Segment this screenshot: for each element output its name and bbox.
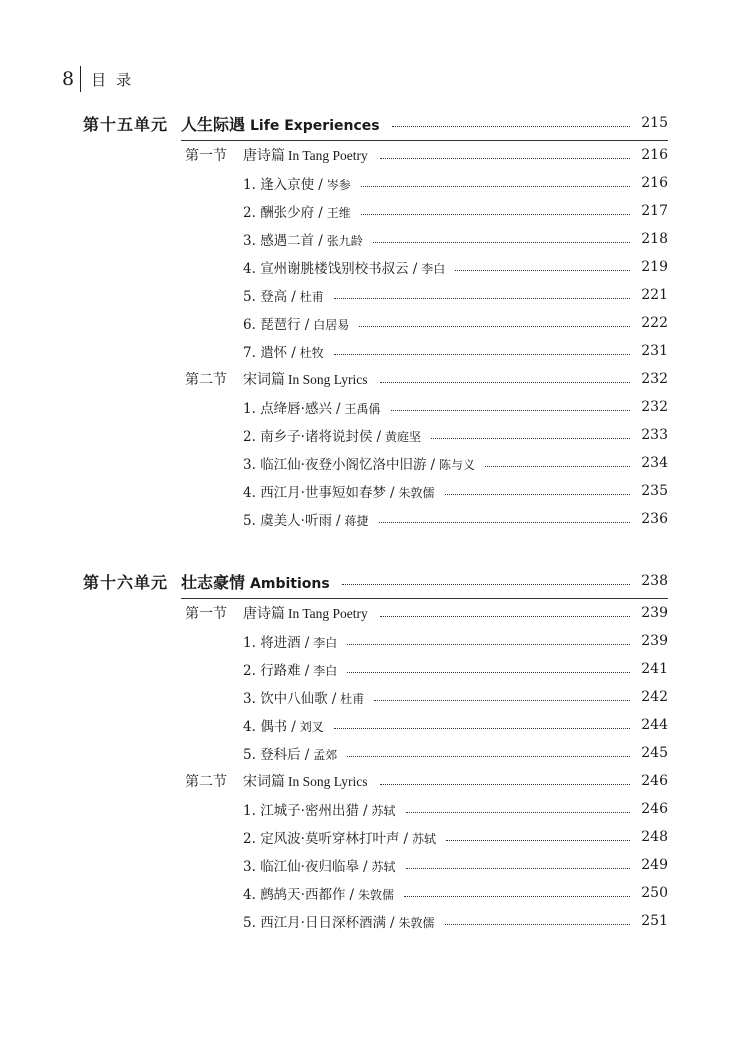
toc-item[interactable]: 3. 临江仙·夜归临皋 / 苏轼 249 bbox=[243, 857, 668, 875]
unit-heading[interactable] bbox=[83, 568, 668, 594]
header-title: 目录 bbox=[91, 70, 142, 89]
unit-number: 第十五单元 bbox=[83, 114, 169, 134]
dot-leader bbox=[374, 700, 630, 701]
unit-heading[interactable] bbox=[83, 110, 668, 136]
section-title: 宋词篇 In Song Lyrics bbox=[243, 372, 368, 388]
dot-leader bbox=[445, 924, 630, 925]
page-ref: 244 bbox=[641, 717, 668, 733]
dot-leader bbox=[334, 728, 630, 729]
dot-leader bbox=[361, 214, 630, 215]
toc-item[interactable]: 7. 遣怀 / 杜牧 231 bbox=[243, 343, 668, 361]
dot-leader bbox=[342, 584, 630, 585]
toc-item[interactable]: 2. 定风波·莫听穿林打叶声 / 苏轼 248 bbox=[243, 829, 668, 847]
dot-leader bbox=[404, 896, 630, 897]
page-ref: 249 bbox=[641, 857, 668, 873]
toc-item[interactable]: 6. 琵琶行 / 白居易 222 bbox=[243, 315, 668, 333]
toc-item[interactable]: 4. 偶书 / 刘叉 244 bbox=[243, 717, 668, 735]
section-title: 唐诗篇 In Tang Poetry bbox=[243, 148, 368, 164]
unit-title: 壮志豪情 Ambitions bbox=[181, 572, 330, 592]
toc-item[interactable]: 5. 登科后 / 孟郊 245 bbox=[243, 745, 668, 763]
page-ref: 241 bbox=[641, 661, 668, 677]
toc-item[interactable]: 3. 感遇二首 / 张九龄 218 bbox=[243, 231, 668, 249]
dot-leader bbox=[334, 354, 630, 355]
toc-item[interactable]: 5. 虞美人·听雨 / 蒋捷 236 bbox=[243, 511, 668, 529]
dot-leader bbox=[485, 466, 630, 467]
section-title: 宋词篇 In Song Lyrics bbox=[243, 774, 368, 790]
toc-item[interactable]: 1. 点绛唇·感兴 / 王禹偁 232 bbox=[243, 399, 668, 417]
toc-item[interactable]: 3. 饮中八仙歌 / 杜甫 242 bbox=[243, 689, 668, 707]
section-number: 第一节 bbox=[185, 148, 227, 164]
toc-item[interactable]: 4. 鹧鸪天·西都作 / 朱敦儒 250 bbox=[243, 885, 668, 903]
page-ref: 217 bbox=[641, 203, 668, 219]
page-ref: 233 bbox=[641, 427, 668, 443]
dot-leader bbox=[379, 522, 630, 523]
page-ref: 216 bbox=[641, 175, 668, 191]
toc-unit-16 bbox=[83, 568, 668, 935]
dot-leader bbox=[380, 616, 630, 617]
page-ref: 246 bbox=[641, 773, 668, 789]
page-ref: 235 bbox=[641, 483, 668, 499]
toc-item[interactable]: 1. 将进酒 / 李白 239 bbox=[243, 633, 668, 651]
section-title: 唐诗篇 In Tang Poetry bbox=[243, 606, 368, 622]
dot-leader bbox=[380, 382, 631, 383]
dot-leader bbox=[361, 186, 630, 187]
dot-leader bbox=[431, 438, 630, 439]
page-ref: 251 bbox=[641, 913, 668, 929]
page-ref: 222 bbox=[641, 315, 668, 331]
page-ref: 219 bbox=[641, 259, 668, 275]
dot-leader bbox=[455, 270, 630, 271]
toc-item[interactable]: 4. 宣州谢朓楼饯别校书叔云 / 李白 219 bbox=[243, 259, 668, 277]
toc-item[interactable]: 5. 登高 / 杜甫 221 bbox=[243, 287, 668, 305]
dot-leader bbox=[406, 868, 630, 869]
section-number: 第一节 bbox=[185, 606, 227, 622]
dot-leader bbox=[445, 494, 630, 495]
page-ref: 218 bbox=[641, 231, 668, 247]
dot-leader bbox=[391, 410, 630, 411]
page-ref: 245 bbox=[641, 745, 668, 761]
toc-item[interactable]: 5. 西江月·日日深杯酒满 / 朱敦儒 251 bbox=[243, 913, 668, 931]
page-ref: 221 bbox=[641, 287, 668, 303]
dot-leader bbox=[446, 840, 630, 841]
page-ref: 250 bbox=[641, 885, 668, 901]
dot-leader bbox=[359, 326, 630, 327]
page-ref: 248 bbox=[641, 829, 668, 845]
toc-item[interactable]: 1. 逢入京使 / 岑参 216 bbox=[243, 175, 668, 193]
page-ref: 239 bbox=[641, 605, 668, 621]
page-ref: 216 bbox=[641, 147, 668, 163]
dot-leader bbox=[380, 784, 631, 785]
page-ref: 231 bbox=[641, 343, 668, 359]
dot-leader bbox=[392, 126, 630, 127]
dot-leader bbox=[406, 812, 630, 813]
page-ref: 232 bbox=[641, 399, 668, 415]
dot-leader bbox=[380, 158, 630, 159]
dot-leader bbox=[334, 298, 630, 299]
page-ref: 238 bbox=[641, 573, 668, 589]
toc-item[interactable]: 2. 酬张少府 / 王维 217 bbox=[243, 203, 668, 221]
section-heading[interactable] bbox=[83, 141, 668, 169]
toc-item[interactable]: 1. 江城子·密州出猎 / 苏轼 246 bbox=[243, 801, 668, 819]
unit-number: 第十六单元 bbox=[83, 572, 169, 592]
page-ref: 236 bbox=[641, 511, 668, 527]
unit-title: 人生际遇 Life Experiences bbox=[181, 114, 380, 134]
page-header bbox=[62, 64, 141, 94]
page-number: 8 bbox=[62, 68, 75, 90]
dot-leader bbox=[373, 242, 630, 243]
section-number: 第二节 bbox=[185, 774, 227, 790]
toc-unit-15 bbox=[83, 110, 668, 533]
dot-leader bbox=[347, 644, 630, 645]
page-ref: 215 bbox=[641, 115, 668, 131]
page-ref: 246 bbox=[641, 801, 668, 817]
section-heading[interactable] bbox=[83, 599, 668, 627]
toc-item[interactable]: 2. 南乡子·诸将说封侯 / 黄庭坚 233 bbox=[243, 427, 668, 445]
dot-leader bbox=[347, 756, 630, 757]
section-number: 第二节 bbox=[185, 372, 227, 388]
header-divider bbox=[80, 66, 81, 92]
page-ref: 232 bbox=[641, 371, 668, 387]
page-ref: 234 bbox=[641, 455, 668, 471]
toc-item[interactable]: 2. 行路难 / 李白 241 bbox=[243, 661, 668, 679]
dot-leader bbox=[347, 672, 630, 673]
section-heading[interactable] bbox=[83, 365, 668, 393]
page-ref: 242 bbox=[641, 689, 668, 705]
toc-item[interactable]: 4. 西江月·世事短如春梦 / 朱敦儒 235 bbox=[243, 483, 668, 501]
toc-item[interactable]: 3. 临江仙·夜登小阁忆洛中旧游 / 陈与义 234 bbox=[243, 455, 668, 473]
page-ref: 239 bbox=[641, 633, 668, 649]
section-heading[interactable] bbox=[83, 767, 668, 795]
